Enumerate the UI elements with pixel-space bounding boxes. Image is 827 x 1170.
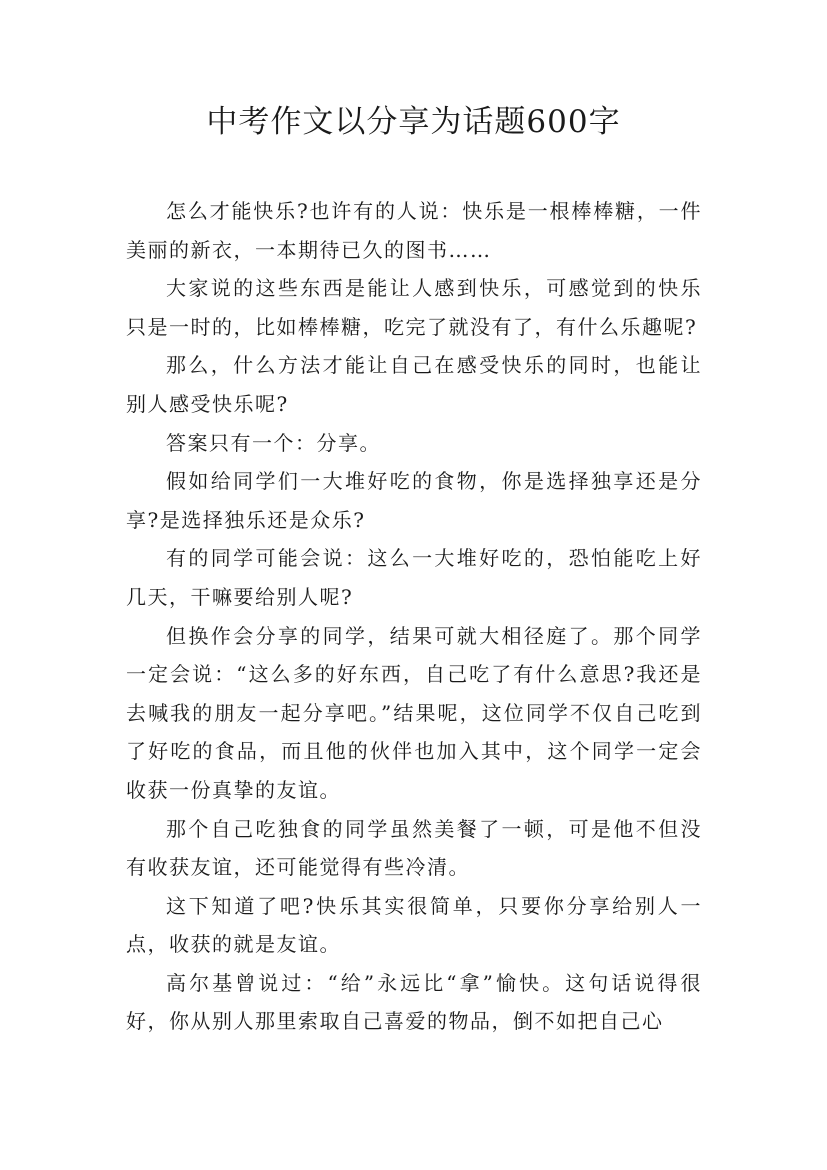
paragraph: 但换作会分享的同学，结果可就大相径庭了。那个同学一定会说：“这么多的好东西，自己吃了有什么意思?我还是去喊我的朋友一起分享吧。”结果呢，这位同学不仅自己吃到了好吃的食品，而且他的伙伴也加入其中，这个同学一定会收获一份真挚的友谊。 xyxy=(126,623,702,802)
paragraph: 答案只有一个：分享。 xyxy=(166,430,381,455)
paragraph: 大家说的这些东西是能让人感到快乐，可感觉到的快乐只是一时的，比如棒棒糖，吃完了就没有了，有什么乐趣呢? xyxy=(126,276,702,339)
paragraph: 那个自己吃独食的同学虽然美餐了一顿，可是他不但没有收获友谊，还可能觉得有些冷清。 xyxy=(126,816,702,880)
paragraph: 这下知道了吧?快乐其实很简单，只要你分享给别人一点，收获的就是友谊。 xyxy=(126,893,702,957)
document-body xyxy=(126,192,702,1041)
paragraph: 高尔基曾说过：“给”永远比“拿”愉快。这句话说得很好，你从别人那里索取自己喜爱的物品，倒不如把自己心 xyxy=(126,970,702,1034)
document-title: 中考作文以分享为话题600字 xyxy=(206,104,621,140)
paragraph: 怎么才能快乐?也许有的人说：快乐是一根棒棒糖，一件美丽的新衣，一本期待已久的图书…… xyxy=(126,199,702,262)
paragraph: 有的同学可能会说：这么一大堆好吃的，恐怕能吃上好几天，干嘛要给别人呢? xyxy=(126,546,702,609)
paragraph: 假如给同学们一大堆好吃的食物，你是选择独享还是分享?是选择独乐还是众乐? xyxy=(126,469,702,532)
paragraph: 那么，什么方法才能让自己在感受快乐的同时，也能让别人感受快乐呢? xyxy=(126,353,702,416)
